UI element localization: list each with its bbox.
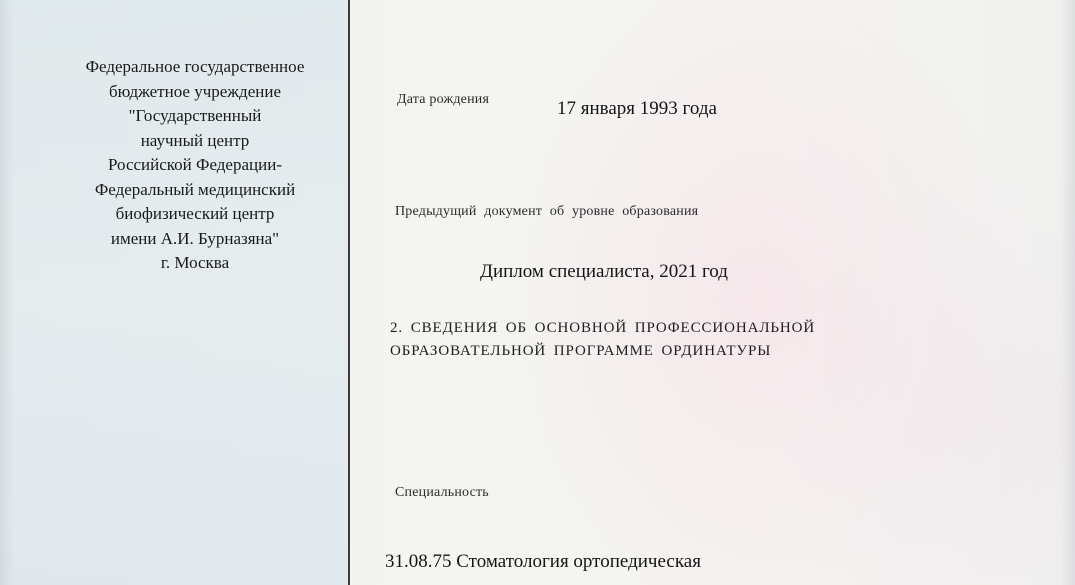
previous-document-value: Диплом специалиста, 2021 год (480, 261, 728, 282)
scan-right-edge-shadow (1059, 0, 1075, 585)
institution-line: биофизический центр (115, 204, 275, 223)
birth-date-label: Дата рождения (397, 92, 490, 107)
specialty-label: Специальность (395, 485, 489, 500)
previous-document-label: Предыдущий документ об уровне образования (395, 204, 699, 219)
section-2-heading-line-1: 2. СВЕДЕНИЯ ОБ ОСНОВНОЙ ПРОФЕССИОНАЛЬНОЙ (390, 320, 816, 336)
institution-line: Российской Федерации- (108, 155, 282, 174)
section-2-heading-line-2: ОБРАЗОВАТЕЛЬНОЙ ПРОГРАММЕ ОРДИНАТУРЫ (390, 343, 772, 359)
institution-line: Федеральный медицинский (94, 179, 296, 199)
institution-line: бюджетное учреждение (108, 81, 281, 101)
scan-left-edge-shadow (0, 0, 14, 585)
specialty-value: 31.08.75 Стоматология ортопедическая (385, 551, 701, 572)
institution-city: г. Москва (160, 253, 230, 272)
birth-date-value: 17 января 1993 года (557, 98, 717, 119)
institution-line: "Государственный (128, 106, 262, 125)
institution-line: Федеральное государственное (85, 57, 305, 76)
institution-line: научный центр (140, 130, 250, 150)
issuing-institution (40, 55, 350, 276)
institution-line: имени А.И. Бурназяна" (110, 228, 280, 248)
